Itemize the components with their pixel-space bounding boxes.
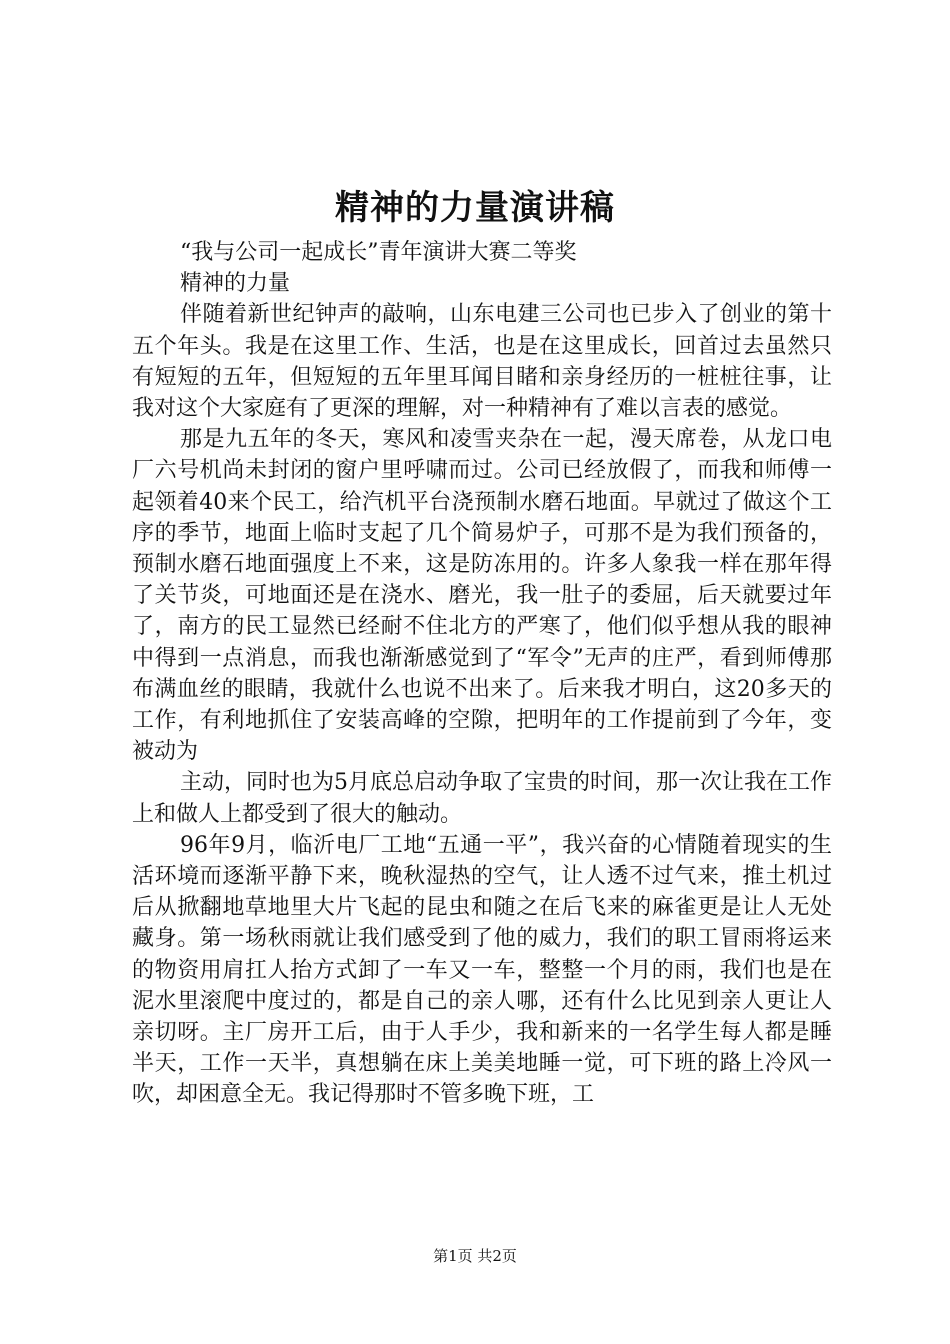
speech-subtitle: 精神的力量 bbox=[180, 271, 291, 297]
award-line: “我与公司一起成长”青年演讲大赛二等奖 bbox=[180, 240, 577, 265]
document-title: 精神的力量演讲稿 bbox=[335, 188, 615, 228]
page-footer: 第1页 共2页 bbox=[433, 1247, 517, 1265]
paragraph-3: 主动，同时也为5月底总启动争取了宝贵的时间，那一次让我在工作上和做人上都受到了很大的触动。 bbox=[132, 770, 832, 827]
document-body bbox=[132, 237, 832, 1111]
paragraph-2: 那是九五年的冬天，寒风和凌雪夹杂在一起，漫天席卷，从龙口电厂六号机尚未封闭的窗户里呼啸而过。公司已经放假了，而我和师傅一起领着40来个民工，给汽机平台浇预制水磨石地面。早就过了做这个工序的季节，地面上临时支起了几个简易炉子，可那不是为我们预备的，预制水磨石地面强度上不来，这是防冻用的。许多人象我一样在那年得了关节炎，可地面还是在浇水、磨光，我一肚子的委屈，后天就要过年了，南方的民工显然已经耐不住北方的严寒了，他们似乎想从我的眼神中得到一点消息，而我也渐渐感觉到了“军令”无声的庄严，看到师傅那布满血丝的眼睛，我就什么也说不出来了。后来我才明白，这20多天的工作，有利地抓住了安装高峰的空隙，把明年的工作提前到了今年，变被动为 bbox=[132, 427, 832, 765]
paragraph-4: 96年9月，临沂电厂工地“五通一平”，我兴奋的心情随着现实的生活环境而逐渐平静下来，晚秋湿热的空气，让人透不过气来，推土机过后从掀翻地草地里大片飞起的昆虫和随之在后飞来的麻雀更是让人无处藏身。第一场秋雨就让我们感受到了他的威力，我们的职工冒雨将运来的物资用肩扛人抬方式卸了一车又一车，整整一个月的雨，我们也是在泥水里滚爬中度过的，都是自己的亲人哪，还有什么比见到亲人更让人亲切呀。主厂房开工后，由于人手少，我和新来的一名学生每人都是睡半天，工作一天半，真想躺在床上美美地睡一觉，可下班的路上冷风一吹，却困意全无。我记得那时不管多晚下班，工 bbox=[132, 832, 832, 1108]
paragraph-1: 伴随着新世纪钟声的敲响，山东电建三公司也已步入了创业的第十五个年头。我是在这里工作、生活，也是在这里成长，回首过去虽然只有短短的五年，但短短的五年里耳闻目睹和亲身经历的一桩桩往事，让我对这个大家庭有了更深的理解，对一种精神有了难以言表的感觉。 bbox=[132, 302, 832, 422]
